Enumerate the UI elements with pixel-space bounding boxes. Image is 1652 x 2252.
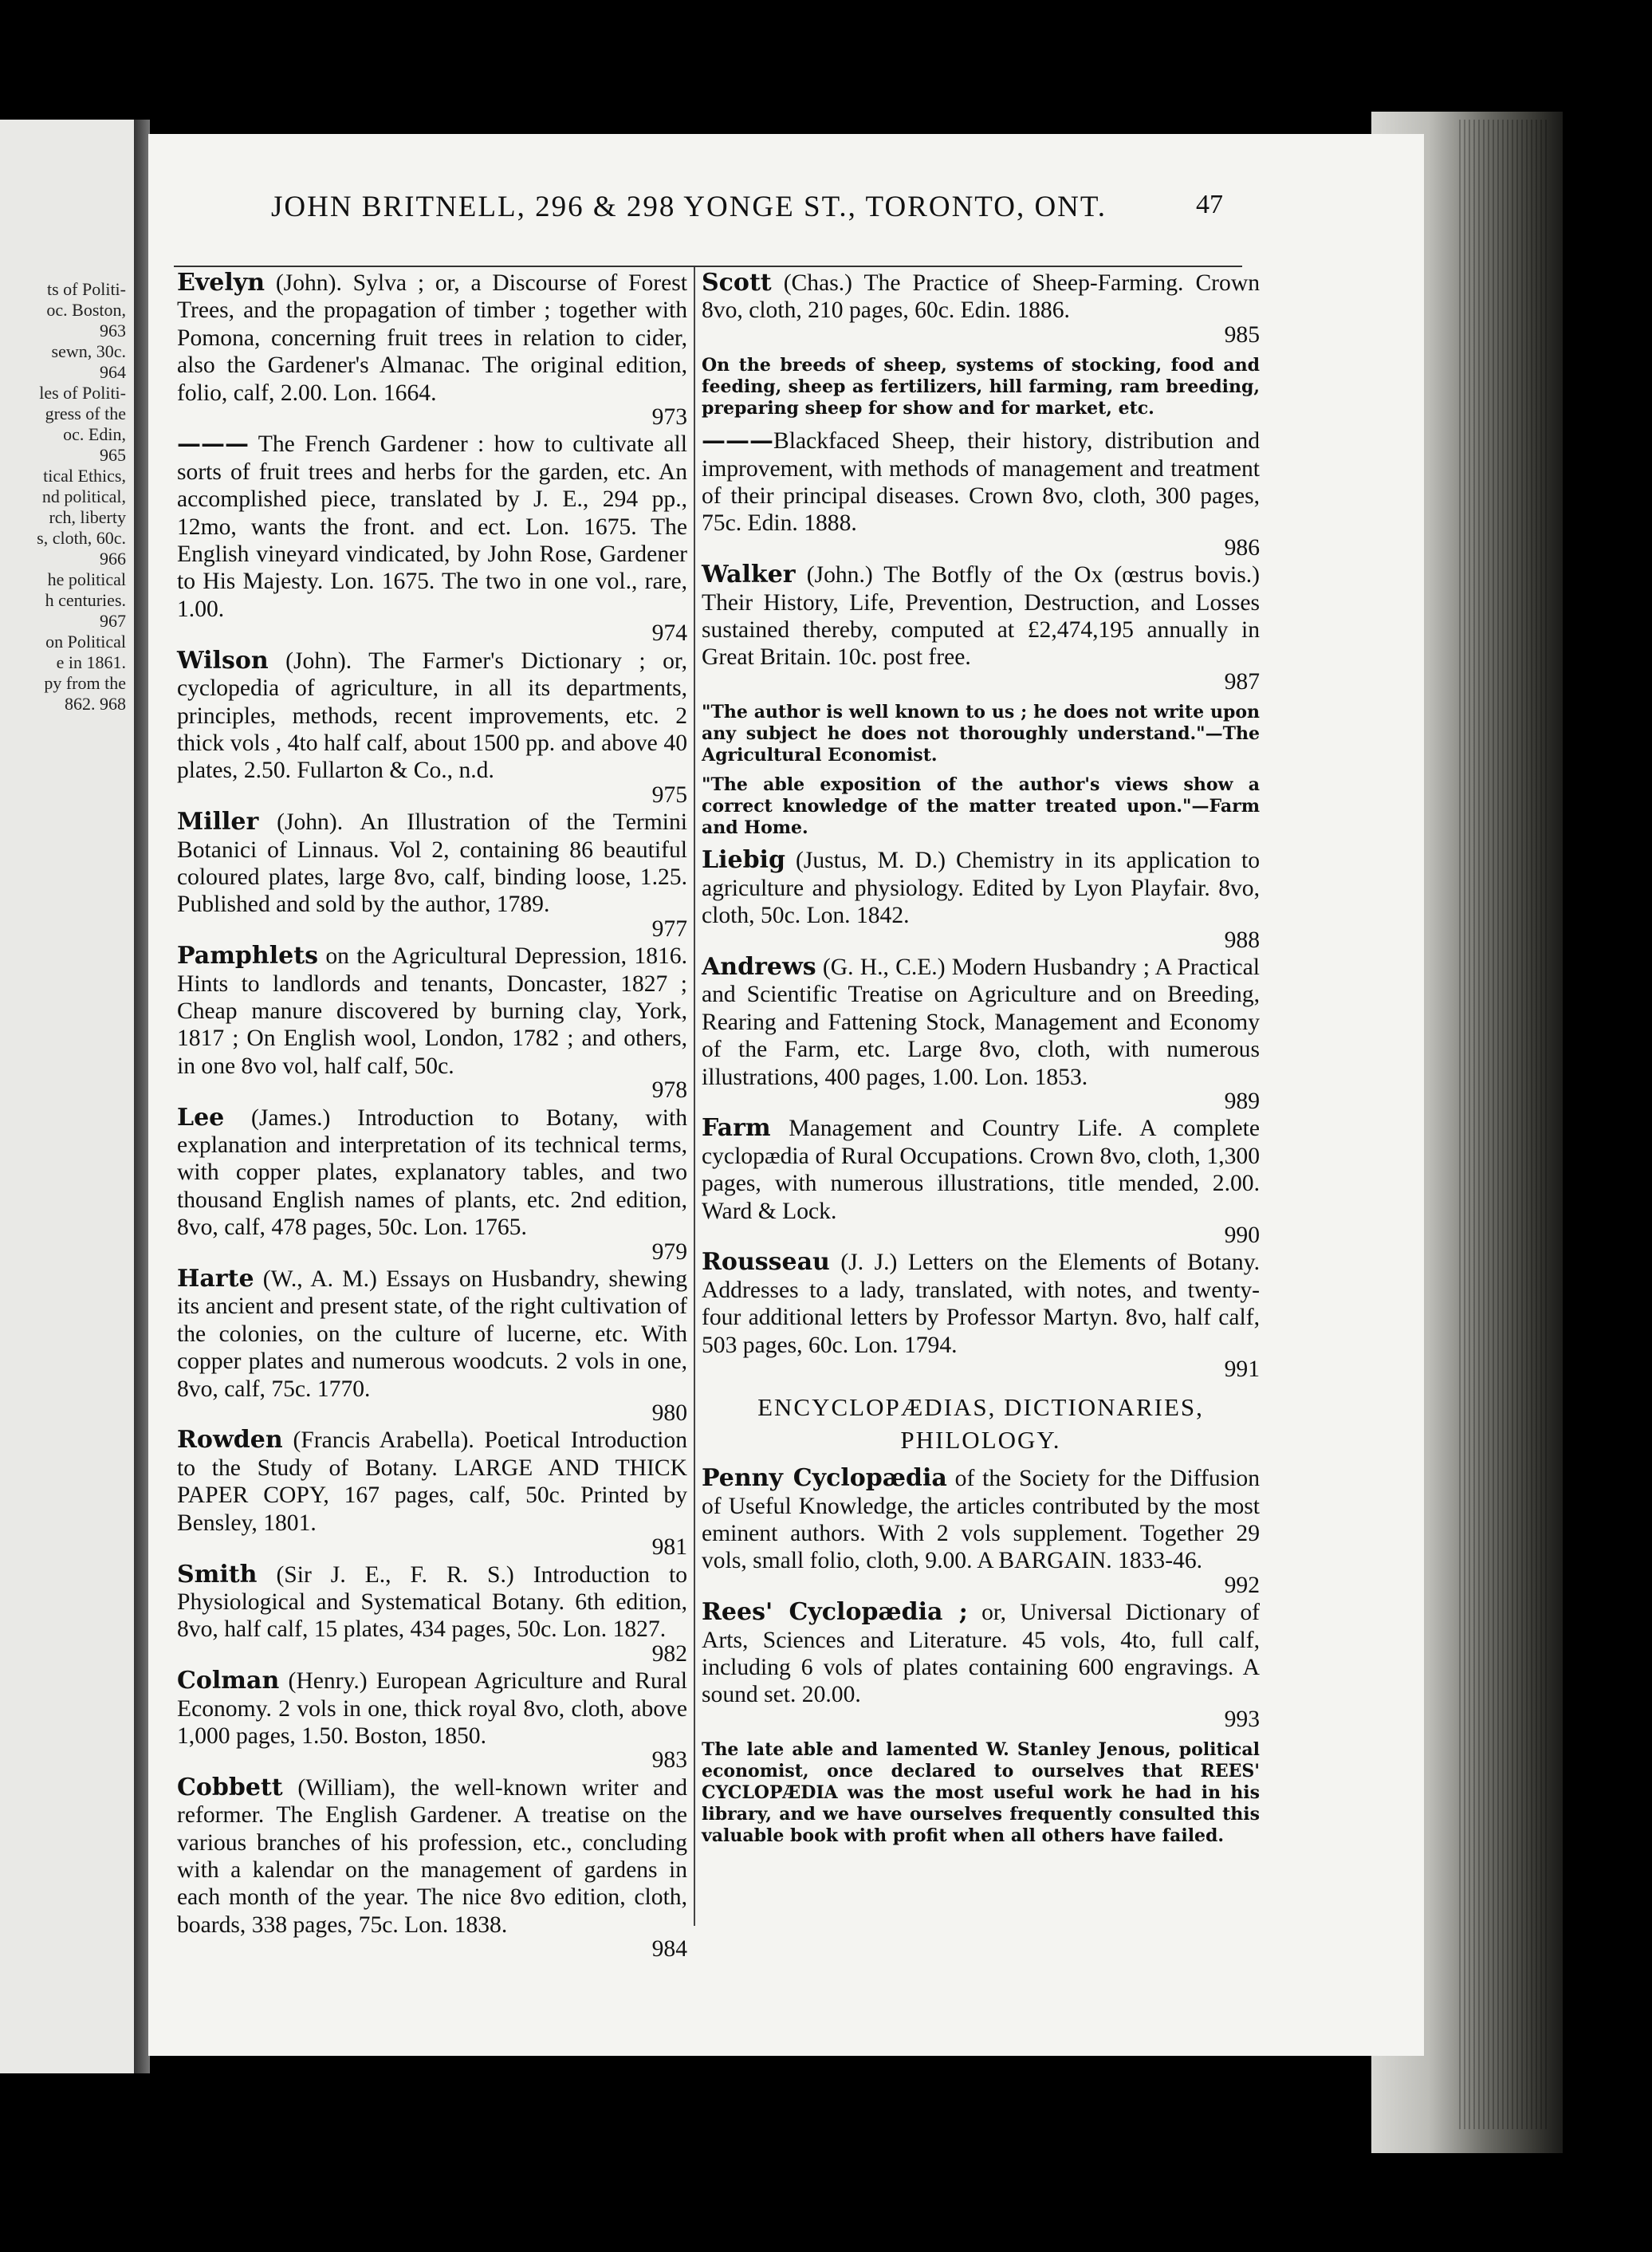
fragment-line: s, cloth, 60c. [37, 528, 126, 548]
fragment-line: gress of the [45, 404, 126, 423]
entry-number: 975 [651, 782, 687, 808]
entry-text: (John). An Illustration of the Termini Botanici of Linnaus. Vol 2, containing 86 beautiful coloured plates, large 8vo, calf, binding loose, 1.25. Published and sold by the author, 1789. [177, 809, 687, 918]
entry-number: 987 [1224, 668, 1260, 695]
entry-text: (J. J.) Letters on the Elements of Botany. Addresses to a lady, translated, with notes, and twenty-four additional letters by Professor Martyn. 8vo, half calf, 503 pages, 60c. Lon. 1794. [702, 1250, 1260, 1358]
entries-group-c [702, 847, 1260, 1383]
catalogue-entry [702, 847, 1260, 954]
entry-number: 973 [651, 404, 687, 431]
fragment-line: py from the [44, 673, 126, 693]
entry-number: 990 [1224, 1222, 1260, 1248]
fragment-line: 967 [100, 611, 126, 631]
entry-number: 991 [1224, 1356, 1260, 1382]
entry-headword: Smith [177, 1560, 258, 1589]
catalogue-entry [702, 1599, 1260, 1733]
catalogue-entry [177, 1427, 687, 1561]
entry-number: 979 [651, 1238, 687, 1265]
left-column [177, 270, 687, 1963]
entry-headword: Scott [702, 269, 772, 297]
fragment-line: e in 1861. [56, 652, 126, 672]
catalogue-entry [177, 1266, 687, 1427]
catalogue-entry [177, 270, 687, 431]
entry-number: 982 [651, 1640, 687, 1667]
entry-number: 988 [1224, 927, 1260, 953]
entry-text: (William), the well-known writer and reformer. The English Gardener. A treatise on the various branches of his profession, etc., concluding with a kalendar on the management of gardens in each month of the year. The nice 8vo edition, cloth, boards, 338 pages, 75c. Lon. 1838. [177, 1774, 687, 1938]
fragment-line: nd political, [41, 486, 126, 506]
entry-number: 989 [1224, 1088, 1260, 1114]
fragment-line: oc. Boston, [46, 300, 126, 320]
catalogue-entry [177, 1561, 687, 1668]
header-rule [174, 266, 1242, 267]
catalogue-entry [702, 561, 1260, 695]
entry-headword: Wilson [177, 646, 269, 675]
catalogue-entry [177, 1667, 687, 1774]
entry-number: 977 [651, 915, 687, 942]
entry-text: (G. H., C.E.) Modern Husbandry ; A Practical and Scientific Treatise on Agriculture and on Breeding, Rearing and Fattening Stock, Management and Economy of the Farm, etc. Large 8vo, cloth, with numerous illustrations, 400 pages, 1.00. Lon. 1853. [702, 954, 1260, 1090]
entry-number: 974 [651, 620, 687, 647]
entry-text: of the Society for the Diffusion of Useful Knowledge, the articles contributed by the most eminent authors. With 2 vols supplement. Together 29 vols, small folio, cloth, 9.00. A BARGAIN. 1833-46. [702, 1466, 1260, 1574]
left-page-fragment [0, 279, 126, 715]
entry-number: 985 [1224, 321, 1260, 348]
entries-group-d [702, 1465, 1260, 1733]
entry-number: 986 [1224, 534, 1260, 561]
entry-headword: ——— [702, 427, 773, 455]
fragment-line: 965 [100, 445, 126, 465]
catalogue-entry [177, 1104, 687, 1266]
entry-headword: ——— [177, 430, 249, 459]
entry-headword: Cobbett [177, 1773, 283, 1801]
entry-text: (W., A. M.) Essays on Husbandry, shewing its ancient and present state, of the right cultivation of the colonies, on the culture of lucerne, etc. With copper plates and numerous woodcuts. 2 vols in one, 8vo, calf, 75c. 1770. [177, 1266, 687, 1402]
entry-headword: Rousseau [702, 1248, 830, 1277]
entries-group-a [702, 270, 1260, 348]
fragment-line: 966 [100, 549, 126, 569]
catalogue-entry [702, 1115, 1260, 1249]
entry-text: (James.) Introduction to Botany, with explanation and interpretation of its technical terms, with copper plates, explanatory tables, and two thousand English names of plants, etc. 2nd edition, 8vo, calf, 478 pages, 50c. Lon. 1765. [177, 1104, 687, 1241]
fragment-line: he political [47, 569, 126, 589]
column-rule [694, 267, 695, 1926]
entry-number: 983 [651, 1747, 687, 1774]
entry-headword: Harte [177, 1265, 254, 1293]
entry-text: Management and Country Life. A complete cyclopædia of Rural Occupations. Crown 8vo, cloth, 1,300 pages, with numerous illustrations, title mended, 2.00. Ward & Lock. [702, 1116, 1260, 1224]
catalogue-entry [702, 427, 1260, 561]
entry-text: (Henry.) European Agriculture and Rural Economy. 2 vols in one, thick royal 8vo, cloth, above 1,000 pages, 1.50. Boston, 1850. [177, 1668, 687, 1749]
entry-text: (Sir J. E., F. R. S.) Introduction to Physiological and Systematical Botany. 6th edition, 8vo, half calf, 15 plates, 434 pages, 50c. Lon. 1827. [177, 1561, 687, 1643]
fragment-line: on Political [45, 632, 126, 652]
entry-headword: Rowden [177, 1426, 283, 1455]
entry-text: or, Universal Dictionary of Arts, Sciences and Literature. 45 vols, 4to, full calf, including 6 vols of plates containing 600 engravings. A sound set. 20.00. [702, 1600, 1260, 1708]
fragment-line: les of Politi- [39, 383, 126, 403]
entry-text: (Justus, M. D.) Chemistry in its application to agriculture and physiology. Edited by Lyon Playfair. 8vo, cloth, 50c. Lon. 1842. [702, 848, 1260, 929]
fragment-line: ts of Politi- [46, 279, 126, 299]
section-heading: ENCYCLOPÆDIAS, DICTIONARIES, [757, 1393, 1204, 1422]
entry-number: 981 [651, 1534, 687, 1561]
catalogue-entry [177, 943, 687, 1104]
entry-text: (Chas.) The Practice of Sheep-Farming. Crown 8vo, cloth, 210 pages, 60c. Edin. 1886. [702, 270, 1260, 324]
catalogue-entry [702, 954, 1260, 1115]
note-review-1: "The author is well known to us ; he does not write upon any subject he does not thoroughly understand."—The Agricultural Economist. [702, 702, 1260, 766]
entry-headword: Colman [177, 1667, 280, 1695]
entry-text: The French Gardener : how to cultivate all sorts of fruit trees and herbs for the garden, etc. An accomplished piece, translated by J. E., 294 pp., 12mo, wants the front. and ect. Lon. 1675. The English vineyard vindicated, by John Rose, Gardener to His Majesty. Lon. 1675. The two in one vol., rare, 1.00. [177, 431, 687, 622]
catalogue-entry [177, 431, 687, 647]
entry-headword: Lee [177, 1103, 225, 1132]
entry-headword: Walker [702, 561, 796, 589]
fragment-line: oc. Edin, [63, 424, 126, 444]
entries-group-b [702, 427, 1260, 695]
entry-headword: Andrews [702, 952, 816, 981]
fragment-line: sewn, 30c. [51, 341, 126, 361]
entry-text: (John). Sylva ; or, a Discourse of Forest Trees, and the propagation of timber ; together with Pomona, concerning fruit trees in relation to cider, also the Gardener's Almanac. The original edition, folio, calf, 2.00. Lon. 1664. [177, 270, 687, 406]
right-column [702, 270, 1260, 1855]
fragment-line: rch, liberty [49, 507, 126, 527]
catalogue-entry [702, 270, 1260, 348]
section-heading-2: PHILOLOGY. [900, 1425, 1061, 1454]
fragment-line: 862. 968 [65, 694, 126, 714]
book-gutter [134, 120, 150, 2073]
note-review-2: "The able exposition of the author's views show a correct knowledge of the matter treated upon."—Farm and Home. [702, 774, 1260, 839]
entry-headword: Penny Cyclopædia [702, 1464, 947, 1493]
entry-headword: Pamphlets [177, 942, 318, 970]
fragment-line: 964 [100, 362, 126, 382]
catalogue-entry [177, 809, 687, 943]
entry-headword: Miller [177, 808, 259, 837]
catalogue-entry [702, 1465, 1260, 1599]
entry-number: 993 [1224, 1706, 1260, 1732]
note-rees: The late able and lamented W. Stanley Jenous, political economist, once declared to ourselves that REES' CYCLOPÆDIA was the most useful work he had in his library, and we have ourselves frequently consulted this valuable book with profit when all others have failed. [702, 1739, 1260, 1847]
entry-headword: Liebig [702, 846, 785, 875]
page-number: 47 [1196, 190, 1223, 219]
catalogue-entry [702, 1249, 1260, 1383]
page-edge-lines [1459, 120, 1547, 2129]
entry-number: 984 [651, 1936, 687, 1963]
entry-text: (John). The Farmer's Dictionary ; or, cyclopedia of agriculture, in all its departments, principles, methods, recent improvements, etc. 2 thick vols , 4to half calf, about 1500 pp. and above 40 plates, 2.50. Fullarton & Co., n.d. [177, 648, 687, 784]
entry-number: 992 [1224, 1572, 1260, 1598]
entry-text: (John.) The Botfly of the Ox (œstrus bovis.) Their History, Life, Prevention, Destruction, and Losses sustained thereby, computed at £2,474,195 annually in Great Britain. 10c. post free. [702, 562, 1260, 671]
entry-number: 978 [651, 1077, 687, 1104]
entry-text: (Francis Arabella). Poetical Introduction to the Study of Botany. LARGE AND THICK PAPER COPY, 167 pages, calf, 50c. Printed by Bensley, 1801. [177, 1427, 687, 1536]
entry-text: Blackfaced Sheep, their history, distribution and improvement, with methods of management and treatment of their principal diseases. Crown 8vo, cloth, 300 pages, 75c. Edin. 1888. [702, 428, 1260, 537]
running-head: JOHN BRITNELL, 296 & 298 YONGE ST., TORONTO, ONT. [271, 191, 1107, 223]
entry-text: on the Agricultural Depression, 1816. Hints to landlords and tenants, Doncaster, 1827 ; Cheap manure discovered by burning clay, York, 1817 ; On English wool, London, 1782 ; and others, in one 8vo vol, half calf, 50c. [177, 943, 687, 1079]
catalogue-entry [177, 648, 687, 809]
entry-headword: Farm [702, 1114, 771, 1143]
fragment-line: tical Ethics, [43, 466, 126, 486]
entry-headword: Rees' Cyclopædia ; [702, 1598, 968, 1627]
catalogue-entry [177, 1774, 687, 1963]
entry-headword: Evelyn [177, 269, 266, 297]
fragment-line: 963 [100, 321, 126, 341]
fragment-line: h centuries. [45, 590, 126, 610]
entry-number: 980 [651, 1400, 687, 1427]
note-sheep-breeds: On the breeds of sheep, systems of stocking, food and feeding, sheep as fertilizers, hill farming, ram breeding, preparing sheep for show and for market, etc. [702, 355, 1260, 419]
